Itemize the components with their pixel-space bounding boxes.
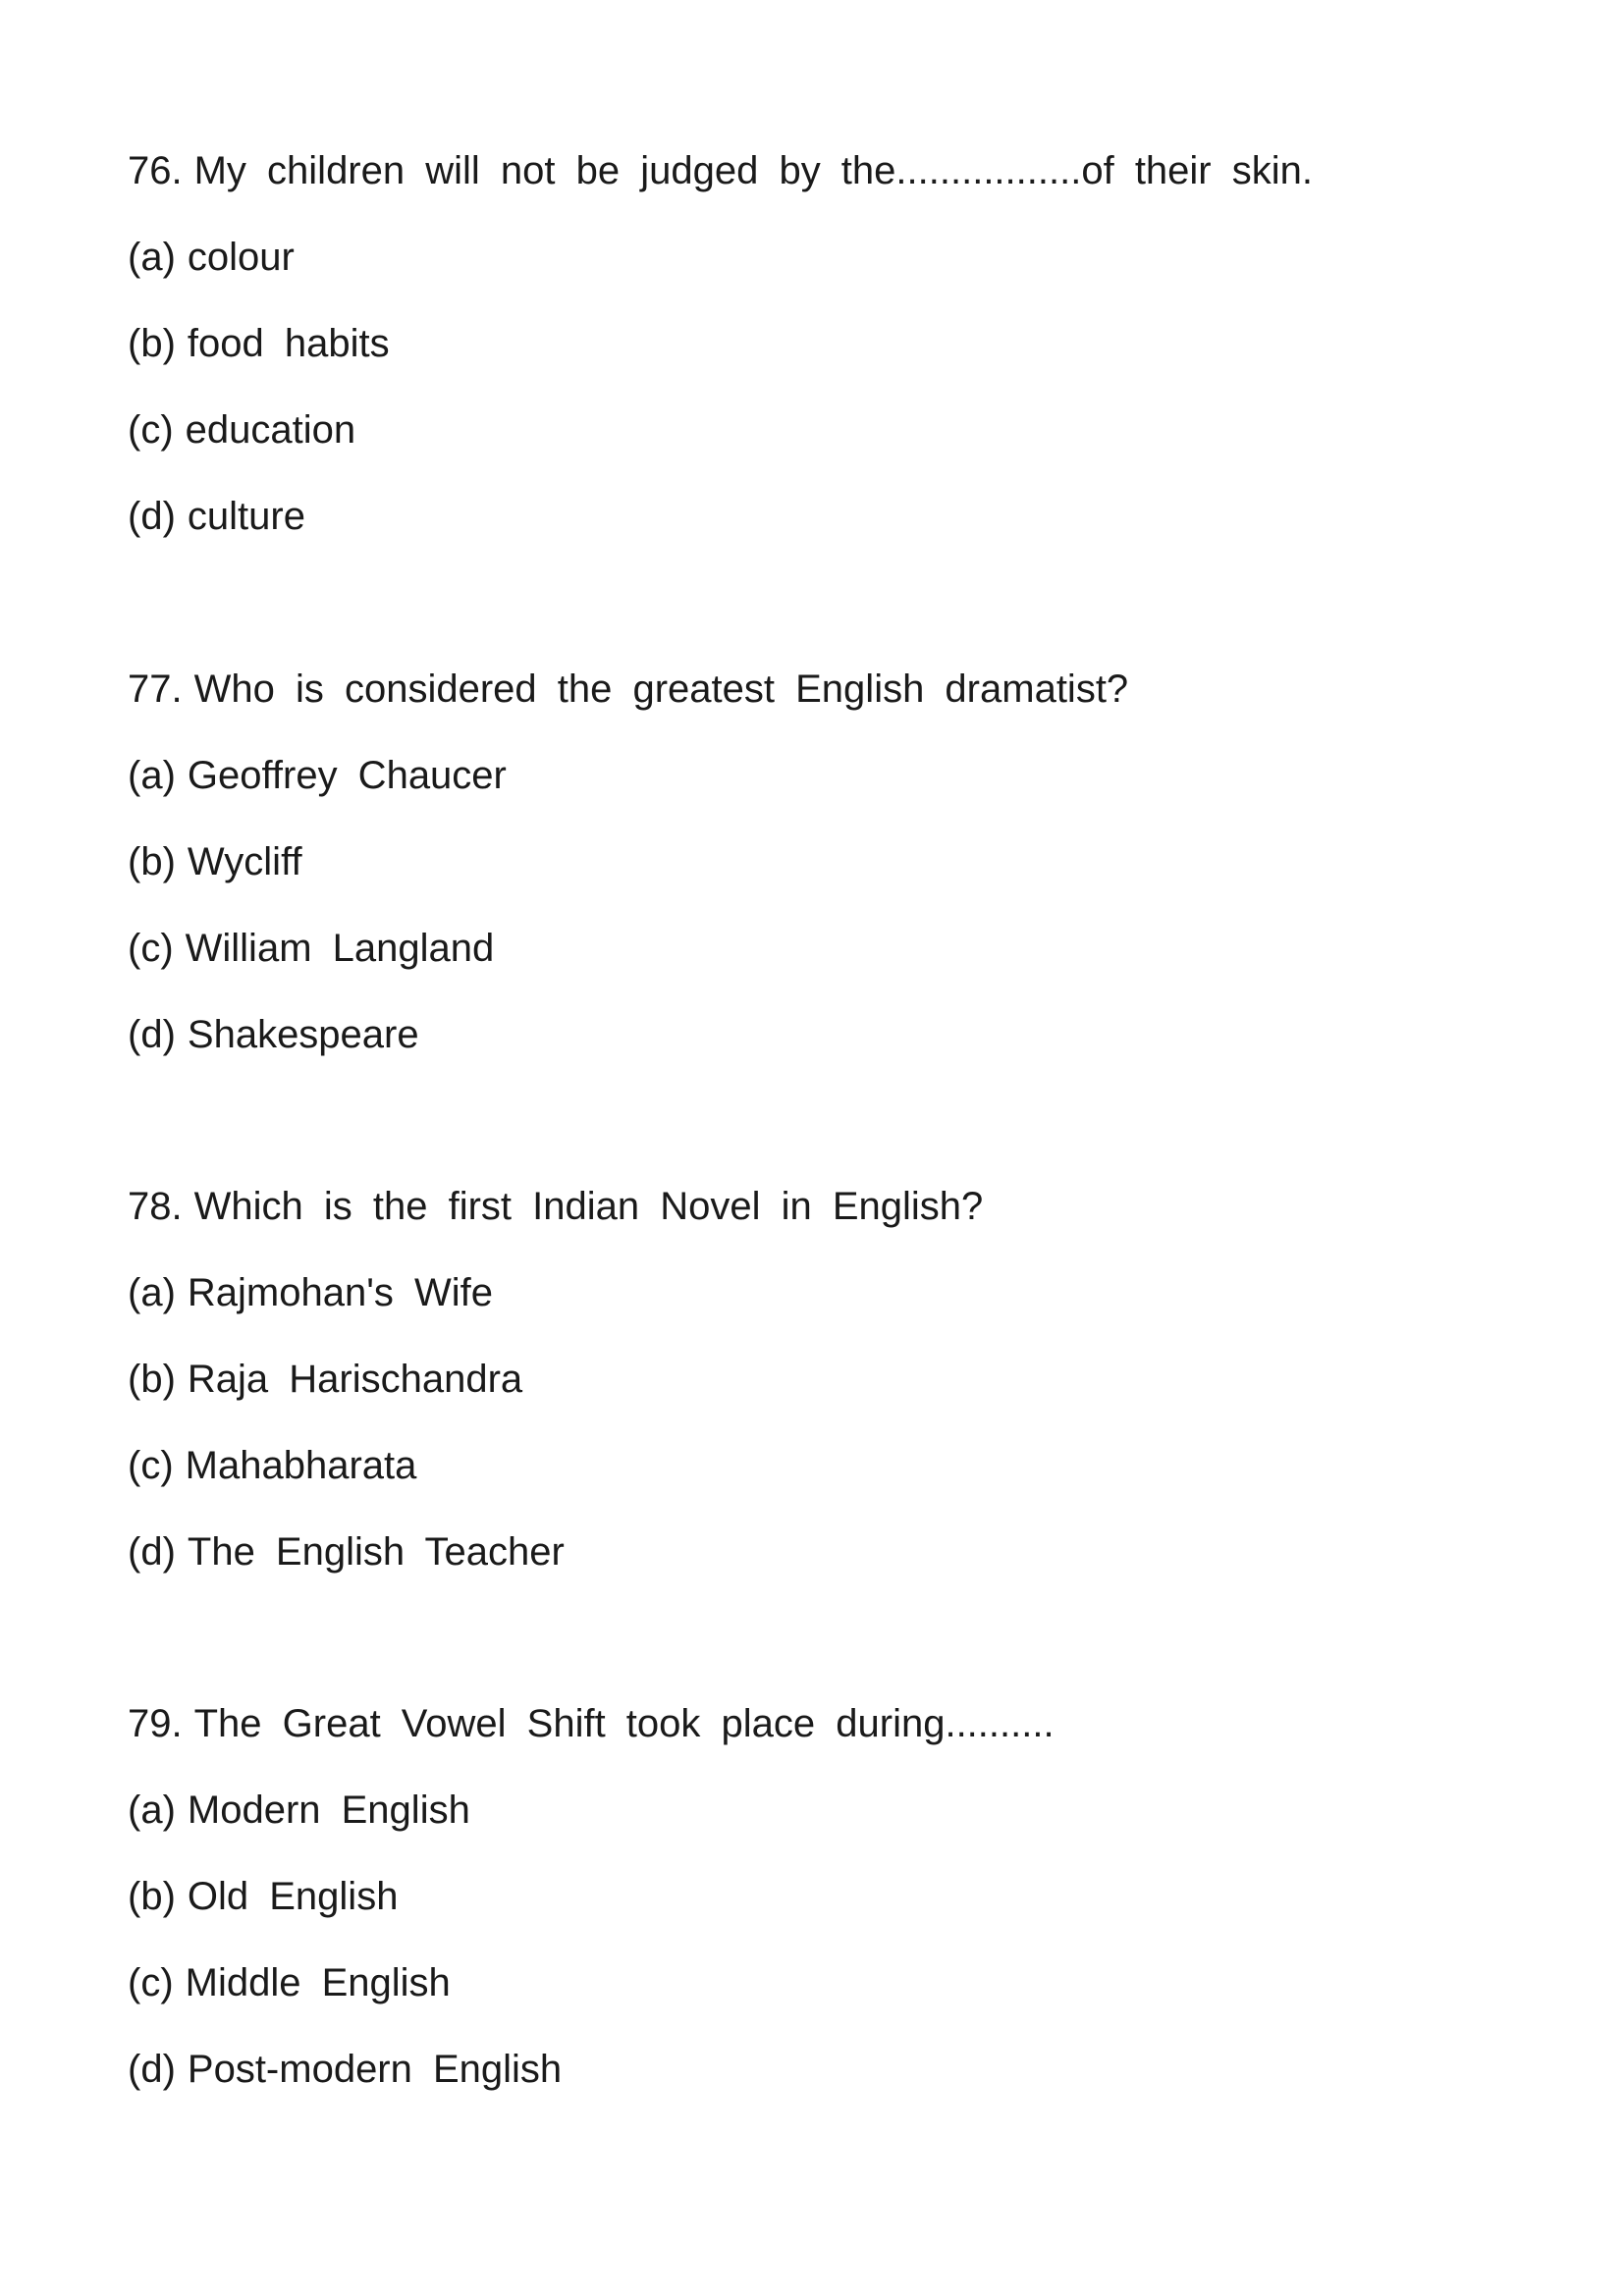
question-79 bbox=[128, 1692, 1522, 2124]
question-77 bbox=[128, 658, 1522, 1090]
option-a bbox=[128, 1261, 1522, 1348]
option-letter: (c) bbox=[128, 408, 174, 452]
option-b bbox=[128, 312, 1522, 399]
option-text: Raja Harischandra bbox=[187, 1358, 523, 1401]
option-c bbox=[128, 399, 1522, 485]
option-text: colour bbox=[187, 236, 295, 279]
option-text: Post-modern English bbox=[187, 2048, 563, 2091]
option-c bbox=[128, 1434, 1522, 1521]
option-text: William Langland bbox=[185, 927, 495, 970]
question-text: My children will not be judged by the.................of their skin. bbox=[193, 149, 1313, 192]
question-text: Who is considered the greatest English dramatist? bbox=[193, 667, 1129, 711]
option-letter: (c) bbox=[128, 1444, 174, 1487]
option-text: Shakespeare bbox=[187, 1013, 419, 1056]
option-letter: (d) bbox=[128, 495, 176, 538]
option-b bbox=[128, 1348, 1522, 1434]
question-stem bbox=[128, 658, 1522, 744]
question-stem bbox=[128, 139, 1522, 226]
option-b bbox=[128, 830, 1522, 917]
option-text: Old English bbox=[187, 1875, 399, 1918]
option-b bbox=[128, 1865, 1522, 1951]
question-text: Which is the first Indian Novel in English? bbox=[193, 1185, 984, 1228]
option-text: culture bbox=[187, 495, 305, 538]
option-a bbox=[128, 1779, 1522, 1865]
option-letter: (b) bbox=[128, 840, 176, 883]
option-c bbox=[128, 917, 1522, 1003]
option-letter: (b) bbox=[128, 322, 176, 365]
option-letter: (d) bbox=[128, 1530, 176, 1574]
question-text: The Great Vowel Shift took place during.......... bbox=[193, 1702, 1055, 1745]
option-c bbox=[128, 1951, 1522, 2038]
question-number: 78. bbox=[128, 1185, 183, 1228]
option-letter: (a) bbox=[128, 754, 176, 797]
option-text: Wycliff bbox=[187, 840, 302, 883]
question-number: 76. bbox=[128, 149, 183, 192]
option-text: The English Teacher bbox=[187, 1530, 565, 1574]
option-d bbox=[128, 485, 1522, 571]
option-text: Modern English bbox=[187, 1789, 470, 1832]
question-76 bbox=[128, 139, 1522, 571]
option-text: Rajmohan's Wife bbox=[187, 1271, 493, 1314]
option-letter: (c) bbox=[128, 1961, 174, 2004]
option-letter: (b) bbox=[128, 1875, 176, 1918]
option-letter: (a) bbox=[128, 1271, 176, 1314]
option-d bbox=[128, 1003, 1522, 1090]
option-a bbox=[128, 744, 1522, 830]
question-number: 77. bbox=[128, 667, 183, 711]
option-text: Geoffrey Chaucer bbox=[187, 754, 507, 797]
option-d bbox=[128, 2038, 1522, 2124]
option-letter: (a) bbox=[128, 236, 176, 279]
option-text: education bbox=[185, 408, 356, 452]
option-letter: (b) bbox=[128, 1358, 176, 1401]
question-number: 79. bbox=[128, 1702, 183, 1745]
option-a bbox=[128, 226, 1522, 312]
question-78 bbox=[128, 1175, 1522, 1607]
option-d bbox=[128, 1521, 1522, 1607]
option-letter: (c) bbox=[128, 927, 174, 970]
option-text: Middle English bbox=[185, 1961, 451, 2004]
option-letter: (d) bbox=[128, 2048, 176, 2091]
option-letter: (a) bbox=[128, 1789, 176, 1832]
option-letter: (d) bbox=[128, 1013, 176, 1056]
option-text: Mahabharata bbox=[185, 1444, 417, 1487]
question-stem bbox=[128, 1692, 1522, 1779]
question-stem bbox=[128, 1175, 1522, 1261]
option-text: food habits bbox=[187, 322, 390, 365]
